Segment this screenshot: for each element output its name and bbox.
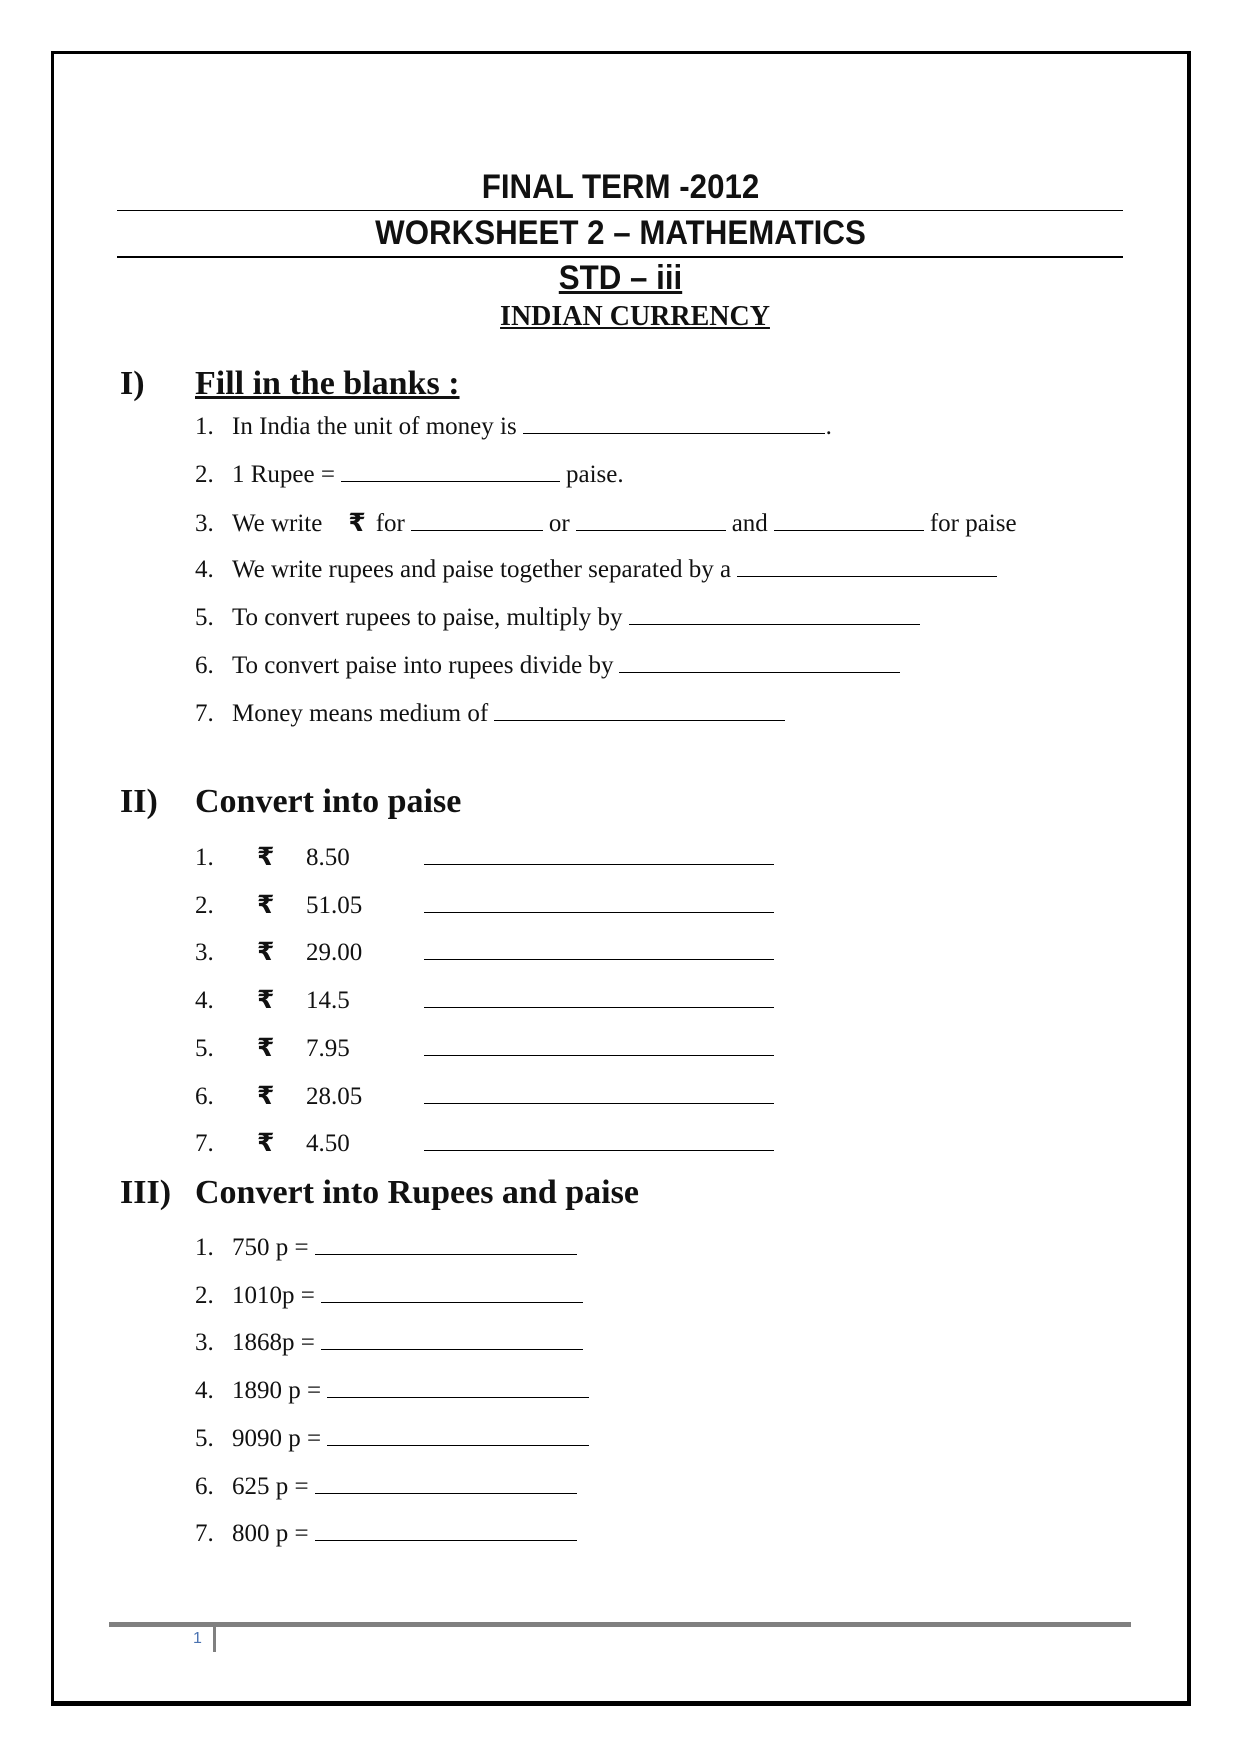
item-number: 5. (195, 604, 214, 631)
list-item (195, 1425, 595, 1453)
item-text: 1890 p = (232, 1377, 322, 1405)
amount: 7.95 (306, 1034, 350, 1062)
item-number: 3. (195, 510, 214, 537)
section-numeral: I) (120, 365, 145, 402)
amount: 51.05 (306, 891, 363, 919)
answer-blank[interactable] (576, 529, 726, 531)
answer-blank[interactable] (494, 719, 785, 721)
answer-blank[interactable] (424, 1006, 774, 1008)
item-text: We write rupees and paise together separated by a (232, 556, 732, 583)
item-number: 6. (195, 652, 214, 679)
rupee-icon: ₹ (257, 842, 275, 871)
item-text: To convert rupees to paise, multiply by (232, 604, 623, 631)
list-item (195, 1329, 589, 1357)
item-number: 6. (195, 1082, 214, 1110)
list-item (195, 1234, 583, 1262)
answer-blank[interactable] (321, 1301, 583, 1303)
answer-blank[interactable] (411, 529, 543, 531)
list-item (195, 1282, 589, 1310)
amount: 8.50 (306, 844, 350, 871)
page-number-bar (213, 1627, 216, 1652)
item-text: In India the unit of money is (232, 413, 517, 440)
section-title: Convert into paise (195, 783, 462, 820)
item-text: 750 p = (232, 1234, 309, 1261)
answer-blank[interactable] (424, 1102, 774, 1104)
item-number: 7. (195, 1520, 214, 1548)
item-text: for (375, 510, 405, 537)
exam-title: FINAL TERM -2012 (481, 168, 760, 206)
list-item (195, 1081, 780, 1111)
amount: 14.5 (306, 987, 350, 1015)
answer-blank[interactable] (424, 958, 774, 960)
list-item (195, 700, 791, 728)
answer-blank[interactable] (327, 1444, 589, 1446)
list-item (195, 461, 624, 489)
item-number: 6. (195, 1472, 214, 1500)
item-text: Money means medium of (232, 700, 489, 727)
item-text: 625 p = (232, 1472, 309, 1500)
answer-blank[interactable] (424, 1149, 774, 1151)
rupee-icon: ₹ (348, 508, 366, 537)
list-item (195, 652, 906, 680)
item-number: 2. (195, 1281, 214, 1309)
list-item (195, 508, 1017, 538)
answer-blank[interactable] (315, 1539, 577, 1541)
answer-blank[interactable] (327, 1396, 589, 1398)
list-item (195, 842, 780, 872)
item-number: 4. (195, 556, 214, 583)
answer-blank[interactable] (315, 1253, 577, 1255)
item-text: and (731, 510, 768, 537)
item-number: 3. (195, 1329, 214, 1357)
list-item (195, 1520, 583, 1548)
rupee-icon: ₹ (257, 985, 275, 1015)
section-numeral: II) (120, 783, 158, 820)
item-number: 2. (195, 461, 214, 488)
rupee-icon: ₹ (257, 1128, 275, 1158)
item-text: 1 Rupee = (232, 461, 335, 488)
list-item (195, 1128, 780, 1158)
answer-blank[interactable] (629, 623, 920, 625)
item-number: 4. (195, 1377, 214, 1405)
item-text: paise. (565, 461, 624, 488)
item-number: 4. (195, 987, 214, 1015)
list-item (195, 937, 780, 967)
section-numeral: III) (120, 1174, 172, 1211)
list-item (195, 890, 780, 920)
amount: 29.00 (306, 939, 363, 967)
item-number: 1. (195, 1234, 214, 1261)
page-border (51, 51, 1191, 1706)
item-text: We write (232, 510, 323, 537)
item-number: 7. (195, 1130, 214, 1158)
amount: 28.05 (306, 1082, 363, 1110)
section-title: Convert into Rupees and paise (195, 1174, 639, 1211)
divider (117, 256, 1123, 258)
item-number: 3. (195, 939, 214, 967)
amount: 4.50 (306, 1130, 350, 1158)
answer-blank[interactable] (737, 575, 997, 577)
rupee-icon: ₹ (257, 1032, 275, 1062)
answer-blank[interactable] (424, 911, 774, 913)
list-item (195, 1473, 583, 1501)
list-item (195, 556, 1003, 584)
list-item (195, 1377, 595, 1405)
std-label: STD – iii (558, 259, 683, 297)
item-text: or (548, 510, 570, 537)
rupee-icon: ₹ (257, 889, 275, 919)
answer-blank[interactable] (523, 432, 825, 434)
item-text: 1010p = (232, 1281, 315, 1309)
answer-blank[interactable] (341, 480, 560, 482)
rupee-icon: ₹ (257, 937, 275, 967)
item-text: To convert paise into rupees divide by (232, 652, 614, 679)
answer-blank[interactable] (619, 671, 900, 673)
answer-blank[interactable] (424, 1054, 774, 1056)
item-text: 1868p = (232, 1329, 315, 1357)
item-text: . (825, 413, 832, 440)
item-number: 1. (195, 844, 214, 871)
topic-title: INDIAN CURRENCY (500, 301, 770, 332)
list-item (195, 413, 832, 441)
divider (117, 210, 1123, 211)
answer-blank[interactable] (321, 1348, 583, 1350)
item-text: 9090 p = (232, 1424, 322, 1452)
list-item (195, 604, 926, 632)
item-number: 7. (195, 700, 214, 727)
item-number: 2. (195, 891, 214, 919)
item-number: 1. (195, 413, 214, 440)
item-number: 5. (195, 1034, 214, 1062)
footer-divider (109, 1622, 1131, 1627)
rupee-icon: ₹ (257, 1080, 275, 1110)
list-item (195, 985, 780, 1015)
answer-blank[interactable] (315, 1492, 577, 1494)
item-text: for paise (929, 510, 1017, 537)
answer-blank[interactable] (424, 863, 774, 865)
worksheet-title: WORKSHEET 2 – MATHEMATICS (375, 214, 866, 252)
answer-blank[interactable] (774, 529, 924, 531)
item-number: 5. (195, 1424, 214, 1452)
page-number: 1 (193, 1630, 202, 1647)
list-item (195, 1033, 780, 1063)
item-text: 800 p = (232, 1520, 309, 1548)
section-title: Fill in the blanks : (195, 365, 460, 402)
